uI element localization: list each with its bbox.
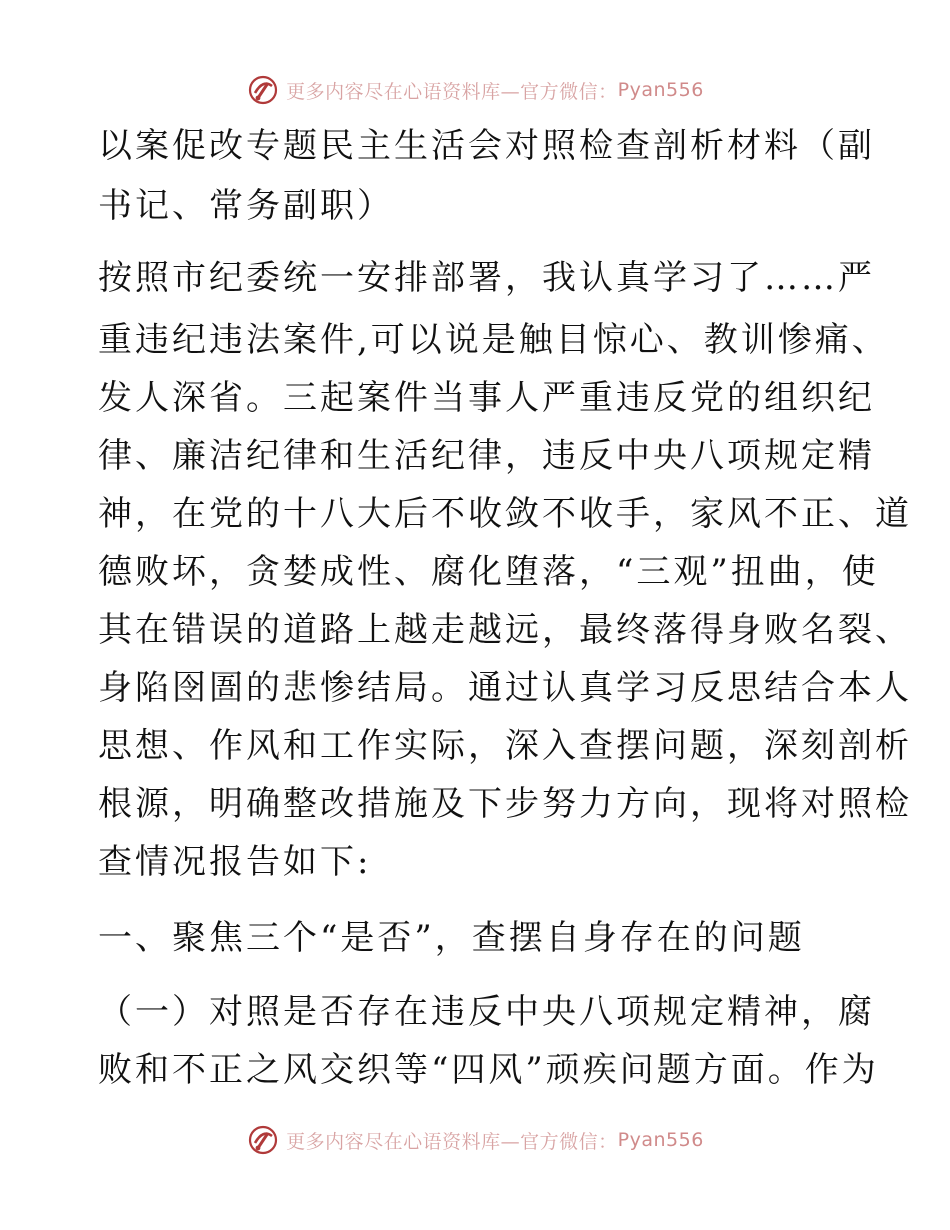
paragraph-line: 德败坏，贪婪成性、腐化堕落，“三观”扭曲，使 <box>98 552 879 592</box>
subsection-line: 败和不正之风交织等“四风”顽疾问题方面。作为 <box>98 1050 879 1090</box>
paragraph-line: 发人深省。三起案件当事人严重违反党的组织纪 <box>98 378 875 418</box>
header-banner-text: 更多内容尽在心语资料库—官方微信： <box>286 80 618 103</box>
section-heading: 一、聚焦三个“是否”，查摆自身存在的问题 <box>98 918 805 958</box>
paragraph-line: 神，在党的十八大后不收敛不收手，家风不正、道 <box>98 494 912 534</box>
paragraph-line: 律、廉洁纪律和生活纪律，违反中央八项规定精 <box>98 436 875 476</box>
footer-banner-text: 更多内容尽在心语资料库—官方微信： <box>286 1130 618 1153</box>
paragraph-line: 根源，明确整改措施及下步努力方向，现将对照检 <box>98 784 912 824</box>
header-wechat-id: Pyan556 <box>617 79 704 101</box>
paragraph-line: 重违纪违法案件,可以说是触目惊心、教训惨痛、 <box>98 320 889 360</box>
document-title-line: 以案促改专题民主生活会对照检查剖析材料（副 <box>98 126 875 166</box>
footer-wechat-id: Pyan556 <box>617 1129 704 1151</box>
subsection-line: （一）对照是否存在违反中央八项规定精神，腐 <box>98 992 875 1032</box>
footer-watermark-banner <box>0 1120 950 1160</box>
library-logo-icon <box>246 73 280 107</box>
library-logo-icon <box>246 1123 280 1157</box>
document-title-line: 书记、常务副职） <box>98 186 394 226</box>
header-watermark-banner <box>0 70 950 110</box>
paragraph-line: 其在错误的道路上越走越远，最终落得身败名裂、 <box>98 610 912 650</box>
paragraph-line: 身陷囹圄的悲惨结局。通过认真学习反思结合本人 <box>98 668 912 708</box>
paragraph-line: 按照市纪委统一安排部署，我认真学习了……严 <box>98 258 875 298</box>
paragraph-line: 思想、作风和工作实际，深入查摆问题，深刻剖析 <box>98 726 912 766</box>
paragraph-line: 查情况报告如下: <box>98 842 372 882</box>
